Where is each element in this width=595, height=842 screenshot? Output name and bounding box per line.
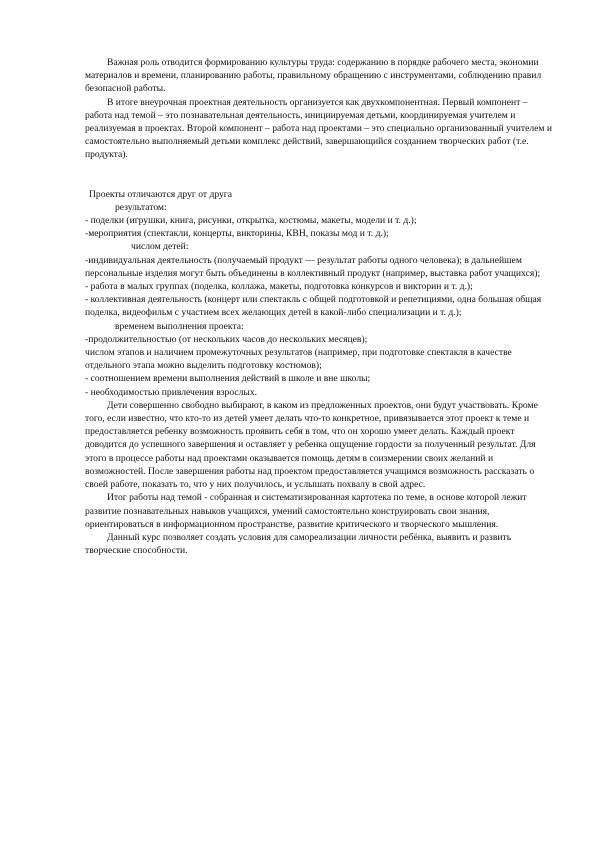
list-item: числом этапов и наличием промежуточных результатов (например, при подготовке спектакля в качестве отдельного этапа можно выделить подготовку костюмов); — [85, 347, 512, 372]
list-item: - необходимостью привлечения взрослых. — [85, 386, 258, 398]
list-item: - поделки (игрушки, книга, рисунки, открытка, костюмы, макеты, модели и т. д.); — [85, 215, 417, 227]
list-item: - соотношением времени выполнения действий в школе и вне школы; — [85, 373, 371, 385]
paragraph-topic-result: Итог работы над темой - собранная и систематизированная картотека по теме, в основе которой лежит развитие познавательных навыков учащихся, умений самостоятельно конструировать свои знания, ориентироваться в информационном пространстве, развитие критического и творческого мышления. — [85, 492, 527, 530]
list-item: - коллективная деятельность (концерт или спектакль с общей подготовкой и репетициями, одна большая общая поделка, видеофильм с участием всех желающих детей в какой-либо специализации и т. д.); — [85, 294, 542, 319]
paragraph-free-choice: Дети совершенно свободно выбирают, в каком из предложенных проектов, они будут участвовать. Кроме того, если известно, что кто-то из детей умеет делать что-то конкретное, привязывается этот проект к теме и предоставляется ребенку возможность проявить себя в том, что он хорошо умеет делать. Каждый проект доводится до успешного завершения и оставляет у ребенка ощущение гордости за полученный результат. Для этого в процессе работы над проектами оказывается помощь детям в соизмерении своих желаний и возможностей. После завершения работы над проектом предоставляется учащимся возможность рассказать о своей работе, показать то, что у них получилось, и услышать похвалу в свой адрес. — [85, 399, 538, 491]
paragraph-course-conclusion: Данный курс позволяет создать условия для самореализации личности ребёнка, выявить и развить творческие способности. — [85, 531, 512, 557]
by-time-heading: временем выполнения проекта: — [115, 320, 244, 332]
list-item: -продолжительностью (от нескольких часов до нескольких месяцев); — [85, 333, 368, 345]
list-item: - работа в малых группах (поделка, коллажа, макеты, подготовка конкурсов и викторин и т. д.); — [85, 281, 473, 293]
paragraph-project-activity: В итоге внеурочная проектная деятельность организуется как двухкомпонентная. Первый компонент – работа над темой – это познавательная деятельность, инициируемая детьми, координируемая учителем и реализуемая в проектах. Второй компонент – работа над проектами – это специально организованный учителем и самостоятельно выполняемый детьми комплекс действий, завершающийся созданием творческих работ (т.е. продукта). — [85, 96, 552, 161]
by-children-heading: числом детей: — [131, 241, 189, 253]
paragraph-labor-culture: Важная роль отводится формированию культуры труда: содержанию в порядке рабочего места, экономии материалов и времени, планированию работы, правильному обращению с инструментами, соблюдению правил безопасной работы. — [85, 57, 542, 95]
blank-line — [85, 175, 555, 188]
list-item: -мероприятия (спектакли, концерты, викторины, КВН, показы мод и т. д.); — [85, 228, 389, 240]
projects-heading: Проекты отличаются друг от друга — [89, 188, 233, 200]
document-body — [85, 56, 555, 557]
blank-line — [85, 162, 555, 175]
list-item: -индивидуальная деятельность (получаемый продукт — результат работы одного человека); в дальнейшем персональные изделия могут быть объединены в коллективный продукт (например, выставка работ учащихся); — [85, 254, 541, 279]
by-result-heading: результатом: — [115, 201, 167, 213]
